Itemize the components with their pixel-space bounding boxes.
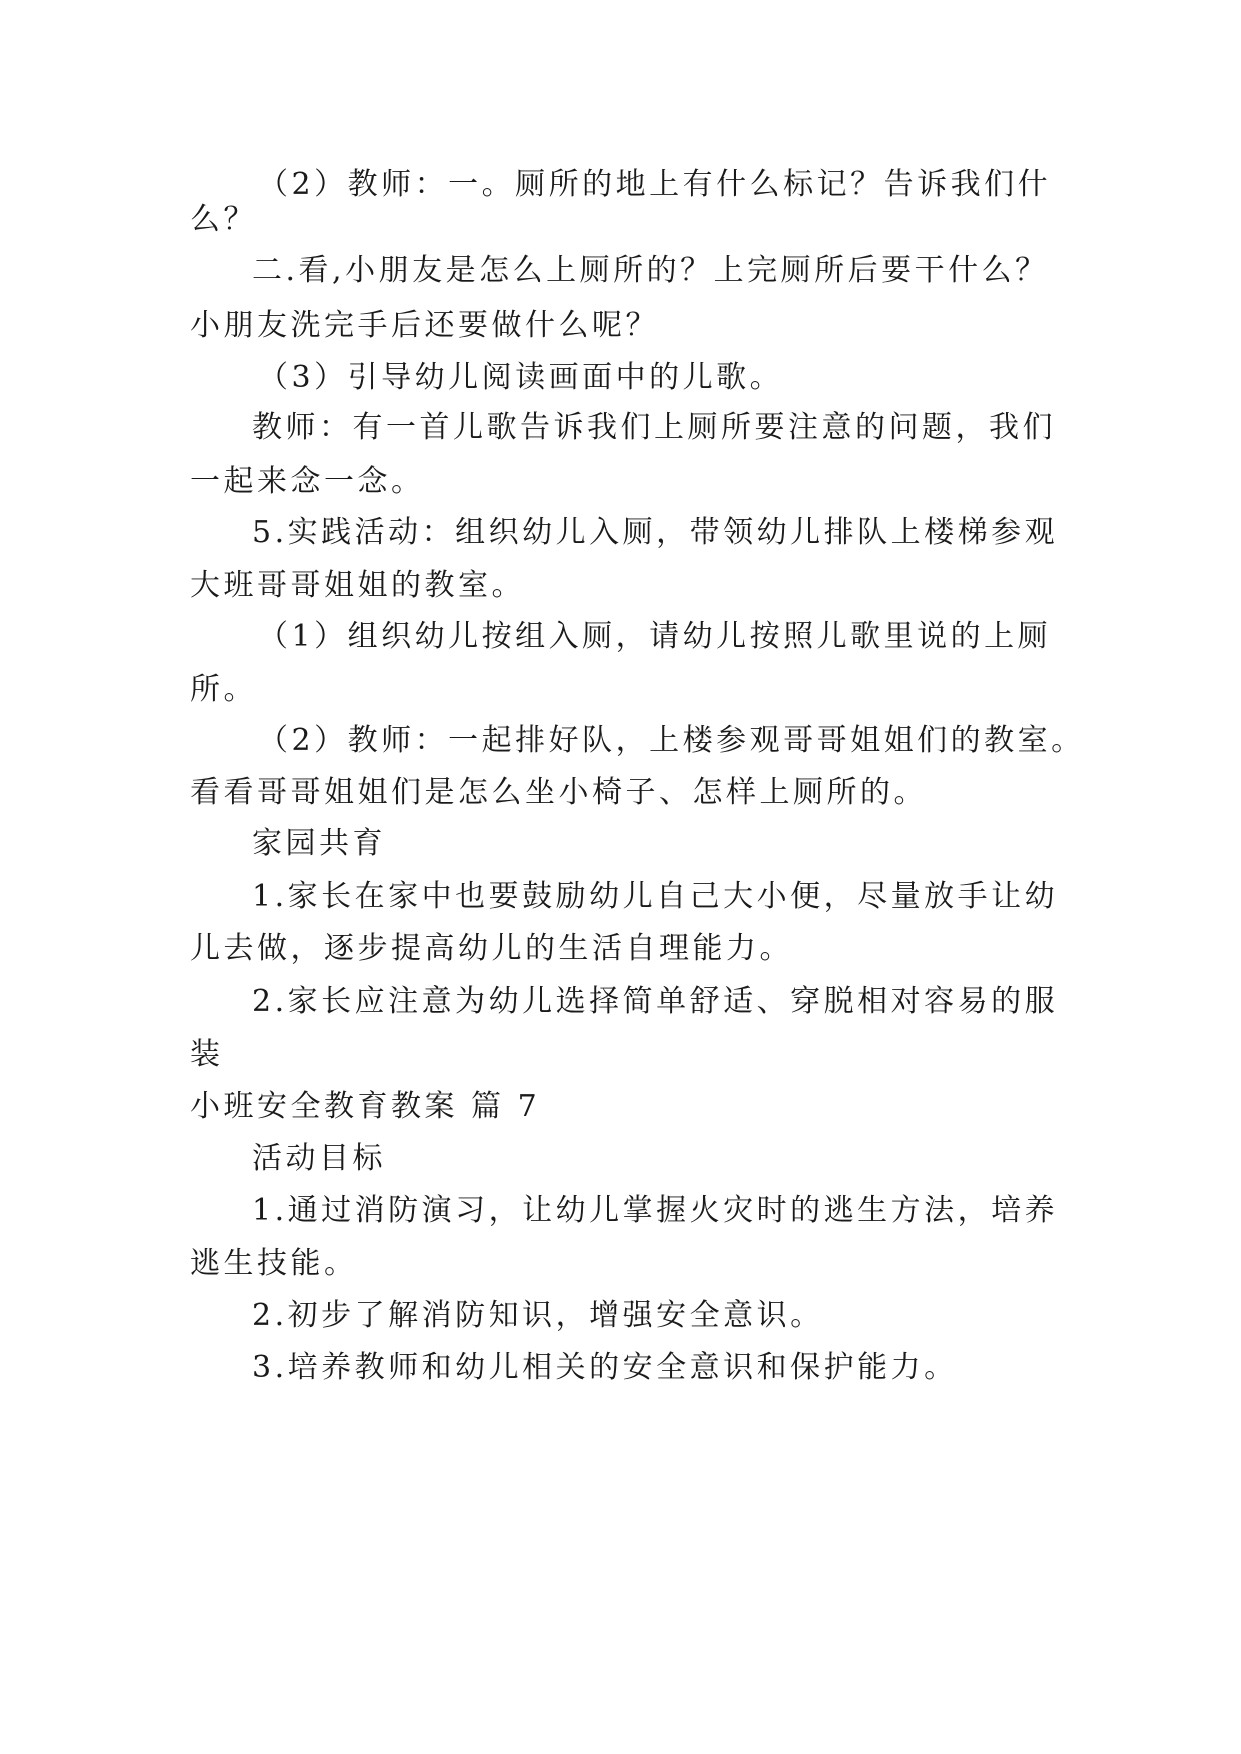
- paragraph-line: 教师：有一首儿歌告诉我们上厕所要注意的问题，我们: [252, 410, 1056, 445]
- paragraph-line: 看看哥哥姐姐们是怎么坐小椅子、怎样上厕所的。: [190, 775, 927, 810]
- paragraph-line: 一起来念一念。: [190, 464, 425, 499]
- paragraph-line: 1.家长在家中也要鼓励幼儿自己大小便，尽量放手让幼: [252, 879, 1059, 914]
- paragraph-line: （2）教师：一起排好队，上楼参观哥哥姐姐们的教室。: [258, 723, 1085, 758]
- paragraph-line: 所。: [190, 672, 257, 707]
- paragraph-line: 大班哥哥姐姐的教室。: [190, 568, 525, 603]
- paragraph-line: 么？: [190, 202, 257, 237]
- paragraph-line: 装: [190, 1037, 224, 1072]
- section-heading: 活动目标: [252, 1141, 386, 1176]
- section-heading: 家园共育: [252, 826, 386, 861]
- paragraph-line: （3）引导幼儿阅读画面中的儿歌。: [258, 360, 784, 395]
- paragraph-line: 小朋友洗完手后还要做什么呢？: [190, 308, 659, 343]
- paragraph-line: 2.初步了解消防知识，增强安全意识。: [252, 1298, 824, 1333]
- paragraph-line: 儿去做，逐步提高幼儿的生活自理能力。: [190, 931, 793, 966]
- article-title: 小班安全教育教案 篇 7: [190, 1089, 541, 1124]
- paragraph-line: 5.实践活动：组织幼儿入厕，带领幼儿排队上楼梯参观: [252, 515, 1059, 550]
- paragraph-line: （1）组织幼儿按组入厕，请幼儿按照儿歌里说的上厕: [258, 619, 1052, 654]
- paragraph-line: （2）教师：一。厕所的地上有什么标记？告诉我们什: [258, 167, 1052, 202]
- paragraph-line: 逃生技能。: [190, 1246, 358, 1281]
- paragraph-line: 2.家长应注意为幼儿选择简单舒适、穿脱相对容易的服: [252, 984, 1059, 1019]
- paragraph-line: 3.培养教师和幼儿相关的安全意识和保护能力。: [252, 1350, 958, 1385]
- paragraph-line: 1.通过消防演习，让幼儿掌握火灾时的逃生方法，培养: [252, 1193, 1059, 1228]
- paragraph-line: 二.看,小朋友是怎么上厕所的？上完厕所后要干什么？: [252, 253, 1049, 288]
